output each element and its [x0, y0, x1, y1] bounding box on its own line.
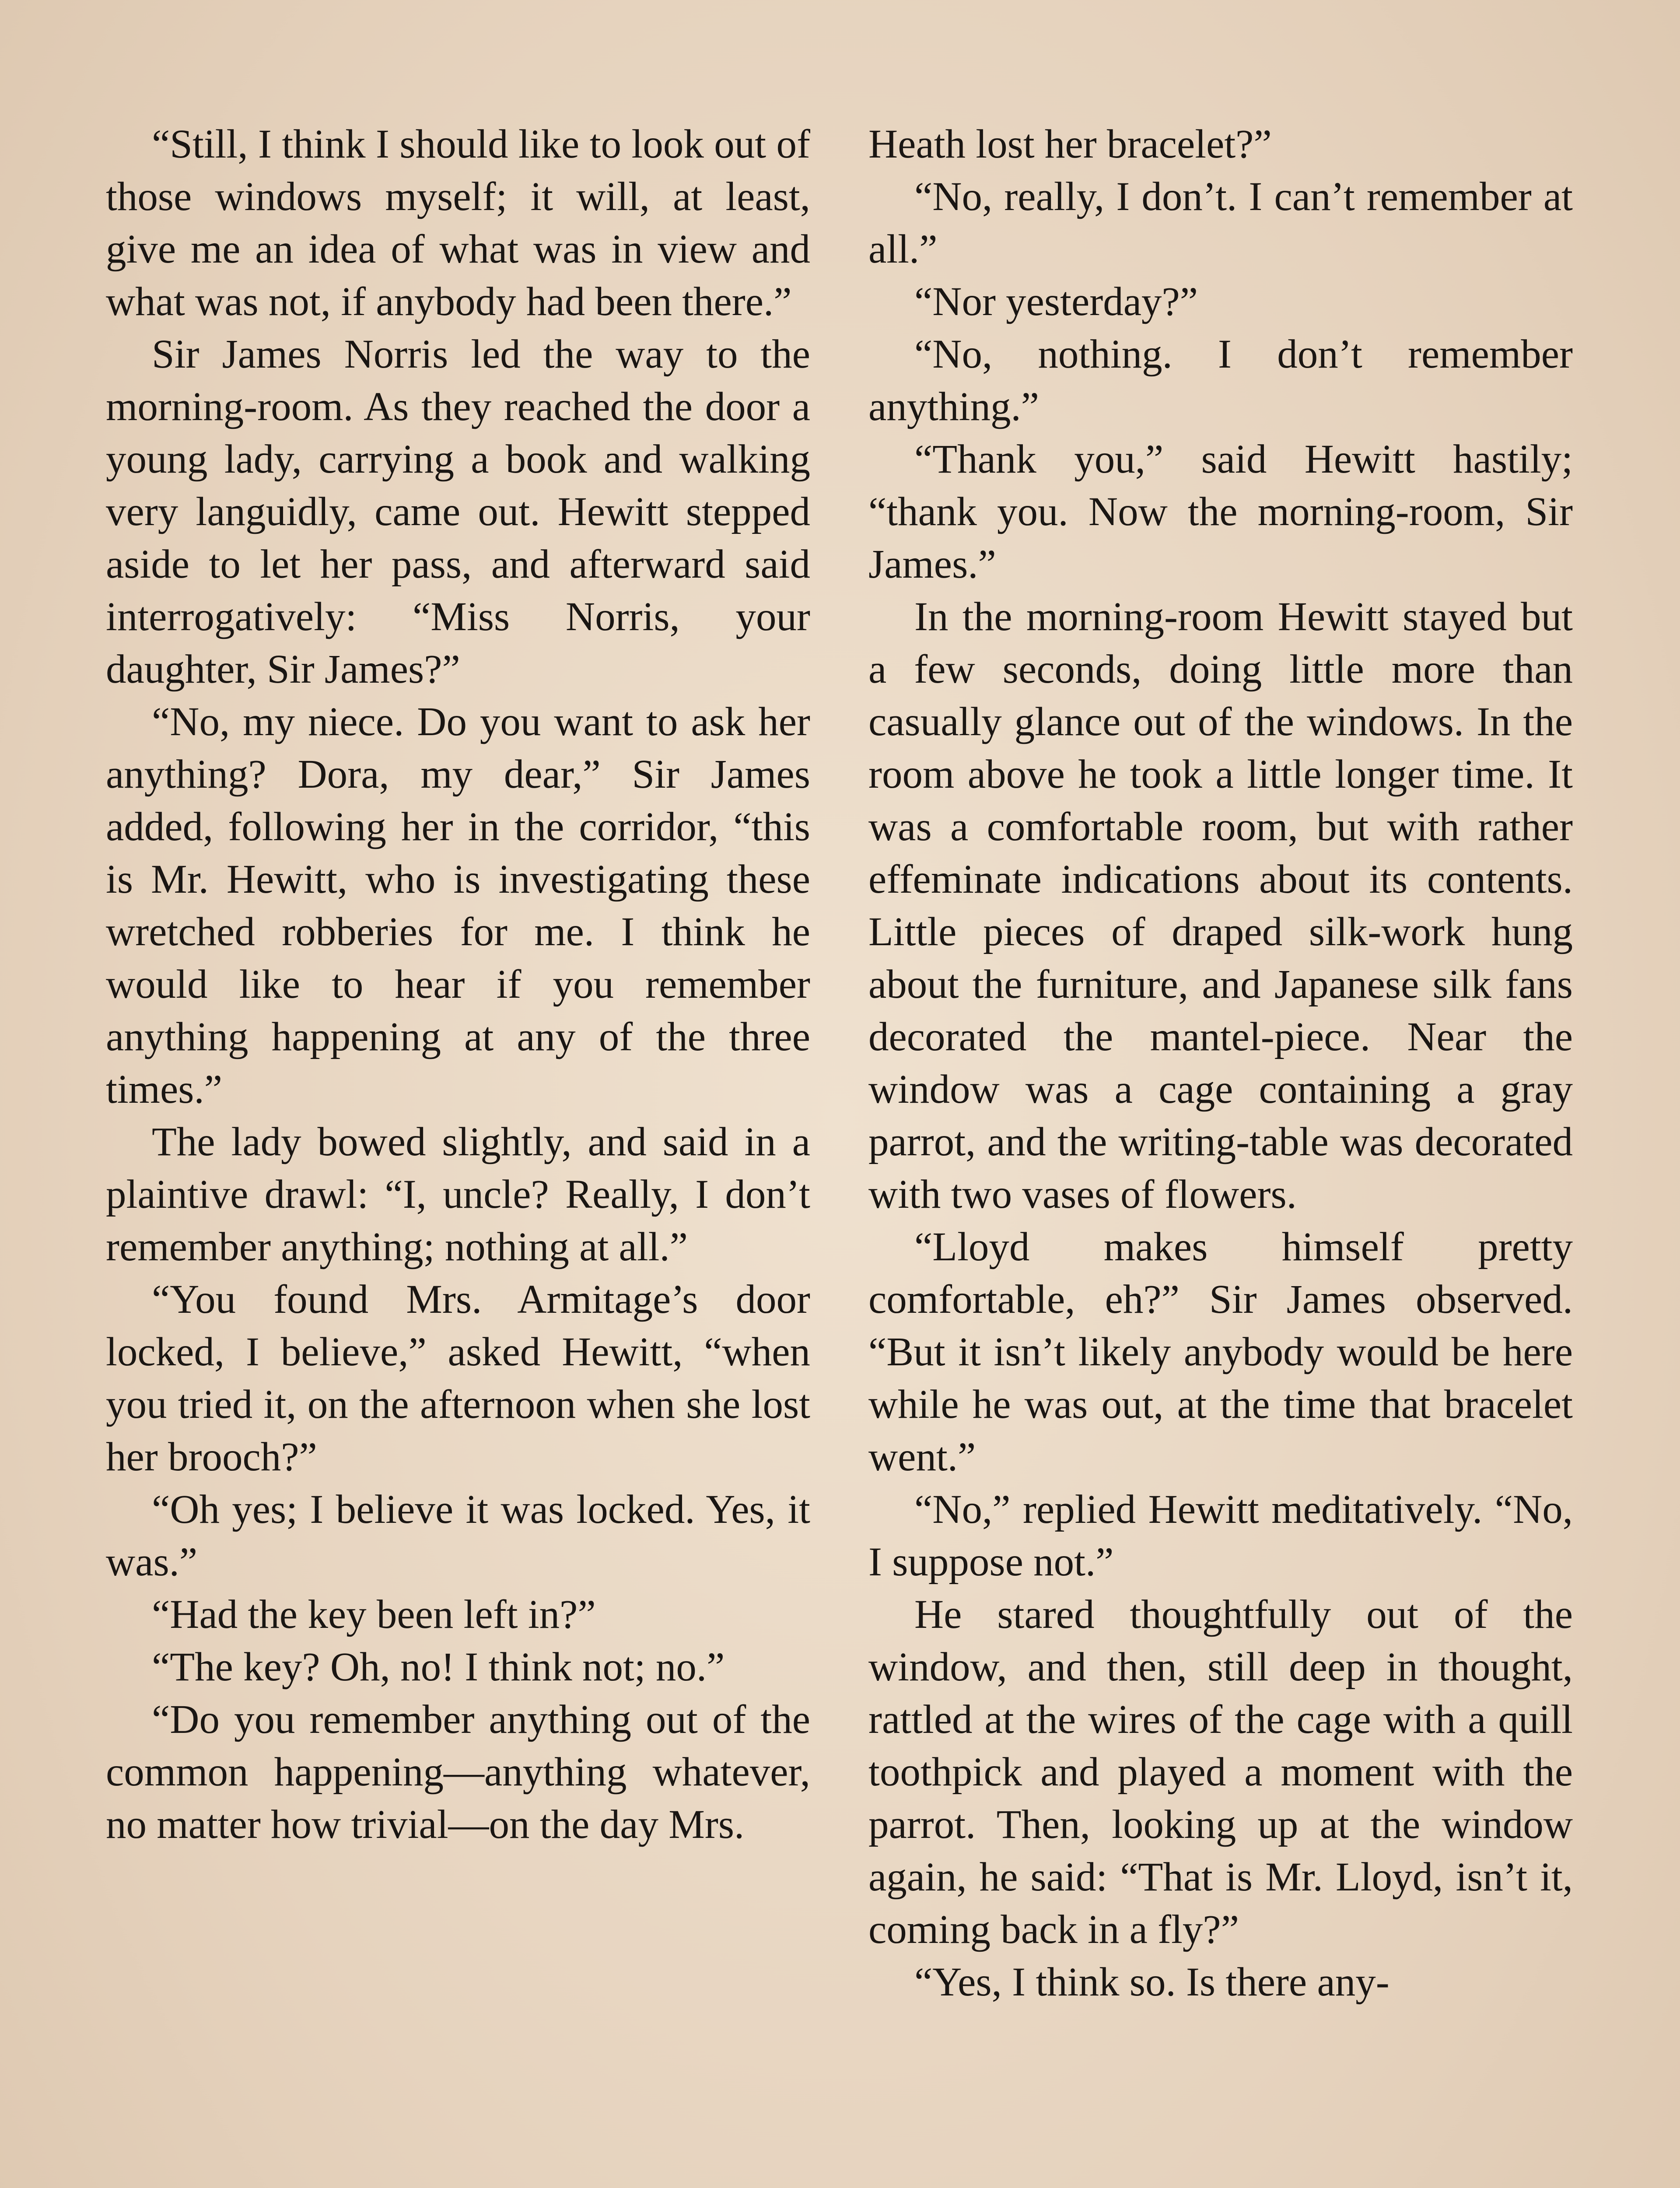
paragraph: “Yes, I think so. Is there any-	[914, 1960, 1390, 2005]
paragraph: “Had the key been left in?”	[152, 1592, 596, 1637]
paragraph: “Do you remember anything out of the common happening—anything whatever, no matter how trivial—on the day Mrs.	[106, 1697, 810, 1847]
left-text-column	[106, 118, 810, 1851]
paragraph: “No,” replied Hewitt meditatively. “No, I suppose not.”	[868, 1487, 1573, 1585]
paragraph: The lady bowed slightly, and said in a plaintive drawl: “I, uncle? Really, I don’t remember anything; nothing at all.”	[106, 1119, 810, 1269]
paragraph: Heath lost her bracelet?”	[868, 122, 1272, 167]
paragraph: “Still, I think I should like to look out of those windows myself; it will, at least, give me an idea of what was in view and what was not, if anybody had been there.”	[106, 122, 810, 324]
paragraph: “The key? Oh, no! I think not; no.”	[152, 1645, 725, 1690]
paragraph: “No, really, I don’t. I can’t remember at all.”	[868, 174, 1573, 272]
paragraph: “Thank you,” said Hewitt hastily; “thank you. Now the morning-room, Sir James.”	[868, 437, 1573, 587]
paragraph: In the morning-room Hewitt stayed but a few seconds, doing little more than casually glance out of the windows. In the room above he took a little longer time. It was a comfortable room, but with rather effeminate indications about its contents. Little pieces of draped silk-work hung about the furniture, and Japanese silk fans decorated the mantel-piece. Near the window was a cage containing a gray parrot, and the writing-table was decorated with two vases of flowers.	[868, 594, 1573, 1217]
paragraph: “You found Mrs. Armitage’s door locked, I believe,” asked Hewitt, “when you tried it, on the afternoon when she lost her brooch?”	[106, 1277, 810, 1480]
paragraph: “No, nothing. I don’t remember anything.”	[868, 332, 1573, 429]
paragraph: He stared thoughtfully out of the window, and then, still deep in thought, rattled at the wires of the cage with a quill toothpick and played a moment with the parrot. Then, looking up at the window again, he said: “That is Mr. Lloyd, isn’t it, coming back in a fly?”	[868, 1592, 1573, 1952]
paragraph: “Nor yesterday?”	[914, 279, 1198, 324]
paragraph: “Oh yes; I believe it was locked. Yes, it was.”	[106, 1487, 810, 1585]
paragraph: “Lloyd makes himself pretty comfortable, eh?” Sir James observed. “But it isn’t likely anybody would be here while he was out, at the time that bracelet went.”	[868, 1224, 1573, 1480]
right-text-column	[868, 118, 1573, 2009]
paragraph: “No, my niece. Do you want to ask her anything? Dora, my dear,” Sir James added, following her in the corridor, “this is Mr. Hewitt, who is investigating these wretched robberies for me. I think he would like to hear if you remember anything happening at any of the three times.”	[106, 699, 810, 1112]
paragraph: Sir James Norris led the way to the morning-room. As they reached the door a young lady, carrying a book and walking very languidly, came out. Hewitt stepped aside to let her pass, and afterward said interrogatively: “Miss Norris, your daughter, Sir James?”	[106, 332, 810, 692]
